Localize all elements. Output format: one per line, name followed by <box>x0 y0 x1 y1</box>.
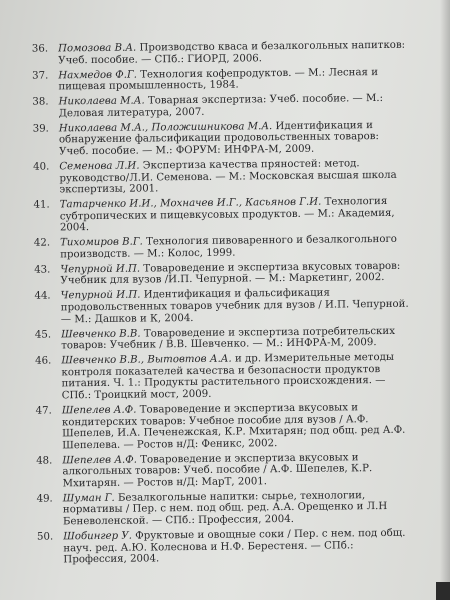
entry-author: Помозова В.А. <box>57 42 137 55</box>
entry-text: и др. Измерительные методы контроля показателей качества и безопасности продуктов питания. Ч. 1.: Продукты растительного происхождения. — СПб.: Троицкий мост, 2009. <box>61 352 395 402</box>
entry-number: 49. <box>36 493 53 505</box>
bibliography-entry <box>0 66 450 94</box>
bibliography-entry <box>1 92 450 120</box>
dark-corner <box>436 582 450 600</box>
bibliography-entry <box>2 260 450 288</box>
entry-author: Шевченко В.В., Вытовтов А.А. <box>61 353 232 367</box>
entry-text: Товароведение и экспертиза вкусовых товаров: Учебник для вузов /И.П. Чепурной. — М.: Маркетинг, 2002. <box>60 260 401 287</box>
bibliography-entry <box>4 401 450 452</box>
entry-number: 38. <box>32 96 49 108</box>
entry-number: 37. <box>32 70 49 82</box>
entry-text: Идентификация и обнаружение фальсификации продовольственных товаров: Учеб. пособие. — М.: ФОРУМ: ИНФРА-М, 2009. <box>58 119 380 158</box>
entry-author: Чепурной И.П. <box>60 289 141 302</box>
entry-number: 50. <box>36 531 54 543</box>
page-edge-shadow <box>440 0 450 600</box>
entry-number: 43. <box>34 264 51 276</box>
entry-author: Нахмедов Ф.Г. <box>58 69 138 81</box>
entry-author: Шепелев А.Ф. <box>61 404 137 417</box>
entry-text: Товароведение и экспертиза потребительских товаров: Учебник / В.В. Шевченко. — М.: ИНФРА-М, 2009. <box>61 325 395 352</box>
entry-text: Идентификация и фальсификация продовольственных товаров учебник для вузов / И.П. Чепурной. — М.: Дашков и К, 2004. <box>60 287 409 325</box>
entry-number: 40. <box>33 161 50 173</box>
entry-text: Экспертиза качества пряностей: метод. руководство/Л.И. Семенова. — М.: Московская высшая школа экспертизы, 2001. <box>59 158 397 196</box>
bibliography-list <box>0 39 450 570</box>
bibliography-entry <box>5 489 450 528</box>
entry-author: Шевченко В.В. <box>60 328 141 340</box>
entry-number: 45. <box>34 329 52 341</box>
entry-number: 42. <box>33 237 51 249</box>
bibliography-entry <box>3 325 450 353</box>
entry-author: Чепурной И.П. <box>60 263 141 276</box>
entry-text: Производство кваса и безалкогольных напитков: Учеб. пособие. — СПб.: ГИОРД, 2006. <box>58 39 406 66</box>
entry-author: Николаева М.А. <box>58 95 145 108</box>
entry-number: 46. <box>35 355 52 367</box>
entry-author: Шепелев А.Ф. <box>62 454 137 467</box>
entry-text: Технология пивоваренного и безалкогольного производств. — М.: Колос, 1999. <box>60 234 397 261</box>
entry-number: 41. <box>33 199 50 211</box>
entry-text: Технология субтропических и пищевкусовых продуктов. — М.: Академия, 2004. <box>59 196 395 234</box>
entry-text: Безалкогольные напитки: сырье, технологии, нормативы / Пер. с нем. под общ. ред. А.А. Орещенко и Л.Н Беневоленской. — СПб.: Профессия, 2004. <box>62 490 388 528</box>
bibliography-entry <box>5 527 450 566</box>
bibliography-entry <box>2 234 450 262</box>
entry-text: Товарная экспертиза: Учеб. пособие. — М.: Деловая литература, 2007. <box>58 93 384 120</box>
entry-text: Технология кофепродуктов. — М.: Лесная и пищевая промышленность, 1984. <box>58 66 379 93</box>
bibliography-entry <box>0 39 450 67</box>
entry-number: 44. <box>34 290 51 303</box>
bibliography-entry <box>2 195 450 234</box>
entry-number: 47. <box>35 405 52 417</box>
entry-author: Шобингер У. <box>63 530 133 543</box>
entry-number: 39. <box>32 123 49 135</box>
entry-text: Товароведение и экспертиза вкусовых и алкогольных товаров: Учеб. пособие / А.Ф. Шепелев, К.Р. Мхитарян. — Ростов н/Д: МарТ, 2001. <box>62 451 373 490</box>
bibliography-entry <box>1 119 450 158</box>
entry-text: Фруктовые и овощные соки / Пер. с нем. под общ. науч. ред. А.Ю. Колеснова и Н.Ф. Берестеня. — СПб.: Профессия, 2004. <box>63 527 406 566</box>
entry-author: Тихомиров В.Г. <box>60 236 143 249</box>
entry-number: 48. <box>36 455 53 467</box>
bibliography-entry <box>3 351 450 402</box>
entry-author: Семенова Л.И. <box>59 160 140 173</box>
entry-author: Татарченко И.И., Мохначев И.Г., Касьянов Г.И. <box>59 196 322 211</box>
entry-text: Товароведение и экспертиза вкусовых и кондитерских товаров: Учебное пособие для вузов / А.Ф. Шепелев, И.А. Печенежская, К.Р. Мхитарян; под общ. ред А.Ф. Шепелева. — Ростов н/Д: Феникс, 2002. <box>61 402 406 452</box>
entry-author: Николаева М.А., Положишникова М.А. <box>58 120 273 135</box>
bibliography-entry <box>3 287 450 326</box>
entry-number: 36. <box>31 43 49 55</box>
bibliography-entry <box>4 451 450 490</box>
entry-author: Шуман Г. <box>62 492 115 505</box>
bibliography-entry <box>1 157 450 196</box>
